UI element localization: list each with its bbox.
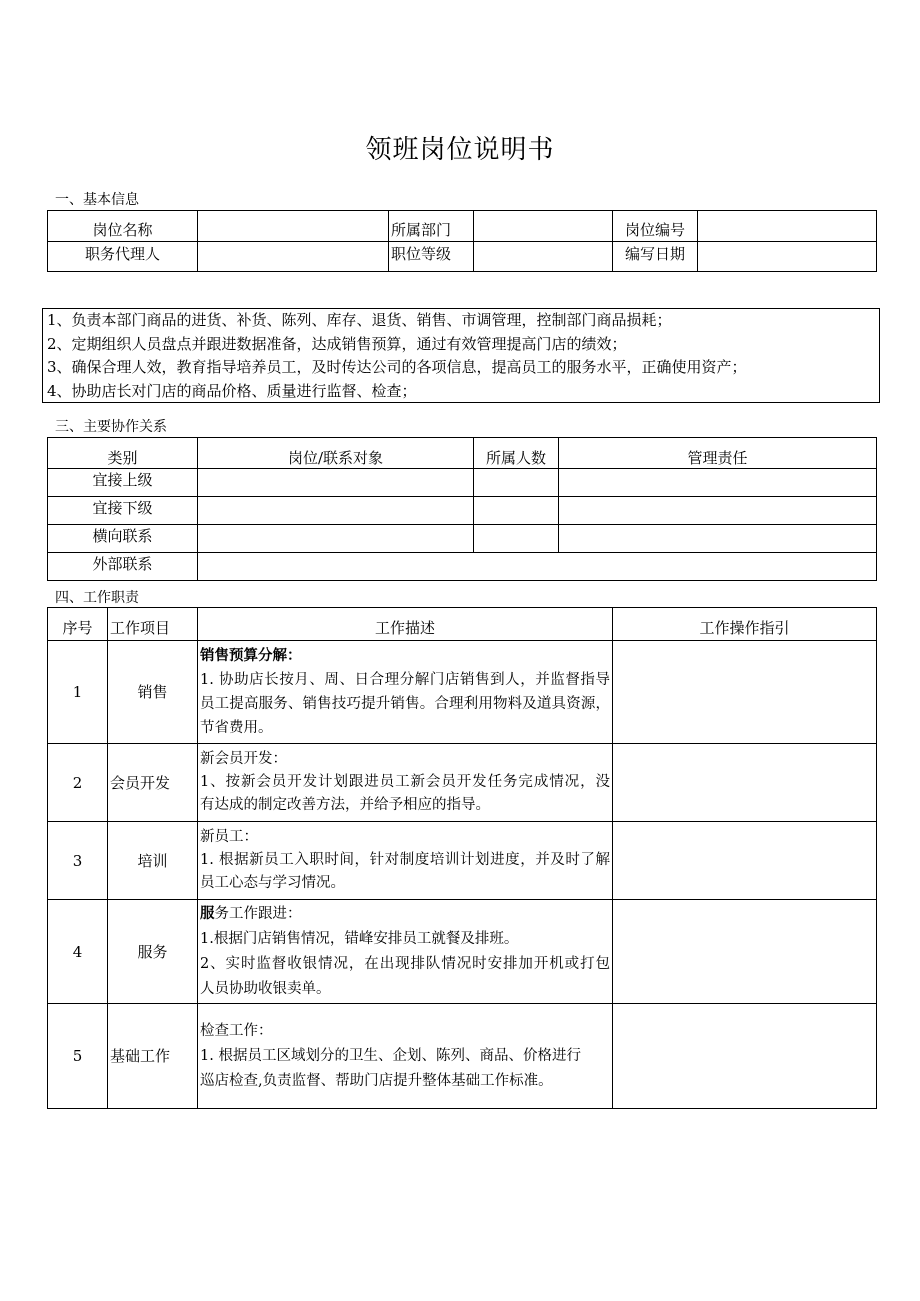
number-header: 序号 xyxy=(48,608,108,641)
responsibility-cell xyxy=(559,525,877,553)
duty-heading: 检查工作： xyxy=(200,1022,273,1039)
summary-item: 2、定期组织人员盘点并跟进数据准备，达成销售预算，通过有效管理提高门店的绩效； xyxy=(47,334,627,353)
collaboration-table xyxy=(47,437,877,581)
duty-line: 有达成的制定改善方法，并给予相应的指导。 xyxy=(200,797,490,813)
collaboration-row xyxy=(48,525,877,553)
headcount-cell xyxy=(474,525,559,553)
duty-item: 会员开发 xyxy=(108,744,198,822)
collaboration-row xyxy=(48,469,877,497)
duty-line: 人员协助收银卖单。 xyxy=(200,981,331,997)
description-header: 工作描述 xyxy=(198,608,613,641)
duty-line: 节省费用。 xyxy=(200,720,273,736)
duty-line: 1. 协助店长按月、周、日合理分解门店销售到人，并监督指导 xyxy=(200,672,610,688)
duty-heading: 销售预算分解： xyxy=(200,647,302,664)
department-label: 所属部门 xyxy=(389,211,474,242)
duty-line: 1. 根据新员工入职时间，针对制度培训计划进度，并及时了解 xyxy=(200,852,610,868)
compiled-date-label: 编写日期 xyxy=(613,242,698,272)
duty-guideline-cell xyxy=(613,900,877,1004)
duty-item: 销售 xyxy=(108,641,198,744)
position-grade-label: 职位等级 xyxy=(389,242,474,272)
duty-description xyxy=(198,1004,613,1109)
position-name-value xyxy=(198,211,389,242)
duty-number: 2 xyxy=(48,744,108,822)
external-contact-merged-cell xyxy=(198,553,877,581)
compiled-date-value xyxy=(698,242,877,272)
item-header: 工作项目 xyxy=(108,608,198,641)
duty-line: 1、按新会员开发计划跟进员工新会员开发任务完成情况，没 xyxy=(200,774,610,790)
position-name-label: 岗位名称 xyxy=(48,211,198,242)
category-cell: 宜接下级 xyxy=(48,497,198,525)
duty-row xyxy=(48,744,877,822)
duty-heading-rest: 务工作跟进： xyxy=(214,906,302,922)
duty-row xyxy=(48,822,877,900)
duties-heading: 四、工作职责 xyxy=(55,590,139,606)
acting-deputy-label: 职务代理人 xyxy=(48,242,198,272)
duty-line: 员工心态与学习情况。 xyxy=(200,875,345,891)
department-value xyxy=(474,211,613,242)
duty-description xyxy=(198,641,613,744)
duty-guideline-cell xyxy=(613,1004,877,1109)
duties-table xyxy=(47,607,877,1109)
contact-cell xyxy=(198,469,474,497)
duty-row xyxy=(48,900,877,1004)
collaboration-header-row xyxy=(48,438,877,469)
guideline-header: 工作操作指引 xyxy=(613,608,877,641)
contact-cell xyxy=(198,497,474,525)
collaboration-row xyxy=(48,553,877,581)
duty-line: 巡店检查,负责监督、帮助门店提升整体基础工作标准。 xyxy=(200,1072,553,1089)
duty-line: 1.根据门店销售情况，错峰安排员工就餐及排班。 xyxy=(200,931,519,947)
duty-guideline-cell xyxy=(613,822,877,900)
duty-heading xyxy=(200,901,610,927)
contact-cell xyxy=(198,525,474,553)
duty-item: 基础工作 xyxy=(108,1004,198,1109)
duty-item: 服务 xyxy=(108,900,198,1004)
duty-row xyxy=(48,641,877,744)
duties-header-row xyxy=(48,608,877,641)
summary-item: 4、协助店长对门店的商品价格、质量进行监督、检查； xyxy=(47,381,417,400)
duty-row xyxy=(48,1004,877,1109)
duty-number: 4 xyxy=(48,900,108,1004)
duty-number: 1 xyxy=(48,641,108,744)
headcount-cell xyxy=(474,497,559,525)
summary-item: 3、确保合理人效，教育指导培养员工，及时传达公司的各项信息，提高员工的服务水平，正确使用资产； xyxy=(47,358,747,376)
duty-heading: 新会员开发： xyxy=(200,751,287,767)
category-cell: 横向联系 xyxy=(48,525,198,553)
duty-heading-bold: 服 xyxy=(200,905,215,922)
collaboration-heading: 三、主要协作关系 xyxy=(55,419,167,435)
position-grade-value xyxy=(474,242,613,272)
category-cell: 外部联系 xyxy=(48,553,198,581)
basic-info-table xyxy=(47,210,877,272)
duty-number: 3 xyxy=(48,822,108,900)
duty-number: 5 xyxy=(48,1004,108,1109)
acting-deputy-value xyxy=(198,242,389,272)
contact-header: 岗位/联系对象 xyxy=(198,438,474,469)
duty-guideline-cell xyxy=(613,641,877,744)
position-code-value xyxy=(698,211,877,242)
category-cell: 宜接上级 xyxy=(48,469,198,497)
position-code-label: 岗位编号 xyxy=(613,211,698,242)
duty-description xyxy=(198,744,613,822)
headcount-header: 所属人数 xyxy=(474,438,559,469)
basic-info-heading: 一、基本信息 xyxy=(55,192,139,208)
basic-info-row xyxy=(48,242,877,272)
responsibility-cell xyxy=(559,497,877,525)
duty-guideline-cell xyxy=(613,744,877,822)
duty-line: 2、实时监督收银情况，在出现排队情况时安排加开机或打包 xyxy=(200,956,610,972)
summary-item: 1、负责本部门商品的进货、补货、陈列、库存、退货、销售、市调管理，控制部门商品损耗； xyxy=(47,311,672,329)
category-header: 类别 xyxy=(48,438,198,469)
duty-description xyxy=(198,900,613,1004)
duty-line: 员工提高服务、销售技巧提升销售。合理利用物料及道具资源， xyxy=(200,696,610,712)
collaboration-row xyxy=(48,497,877,525)
document-title: 领班岗位说明书 xyxy=(365,135,555,165)
duty-item: 培训 xyxy=(108,822,198,900)
duty-line: 1. 根据员工区域划分的卫生、企划、陈列、商品、价格进行 xyxy=(200,1047,581,1064)
headcount-cell xyxy=(474,469,559,497)
basic-info-row xyxy=(48,211,877,242)
responsibility-header: 管理责任 xyxy=(559,438,877,469)
duty-description xyxy=(198,822,613,900)
duty-heading: 新员工： xyxy=(200,829,258,845)
responsibility-summary-box xyxy=(42,308,880,403)
responsibility-cell xyxy=(559,469,877,497)
